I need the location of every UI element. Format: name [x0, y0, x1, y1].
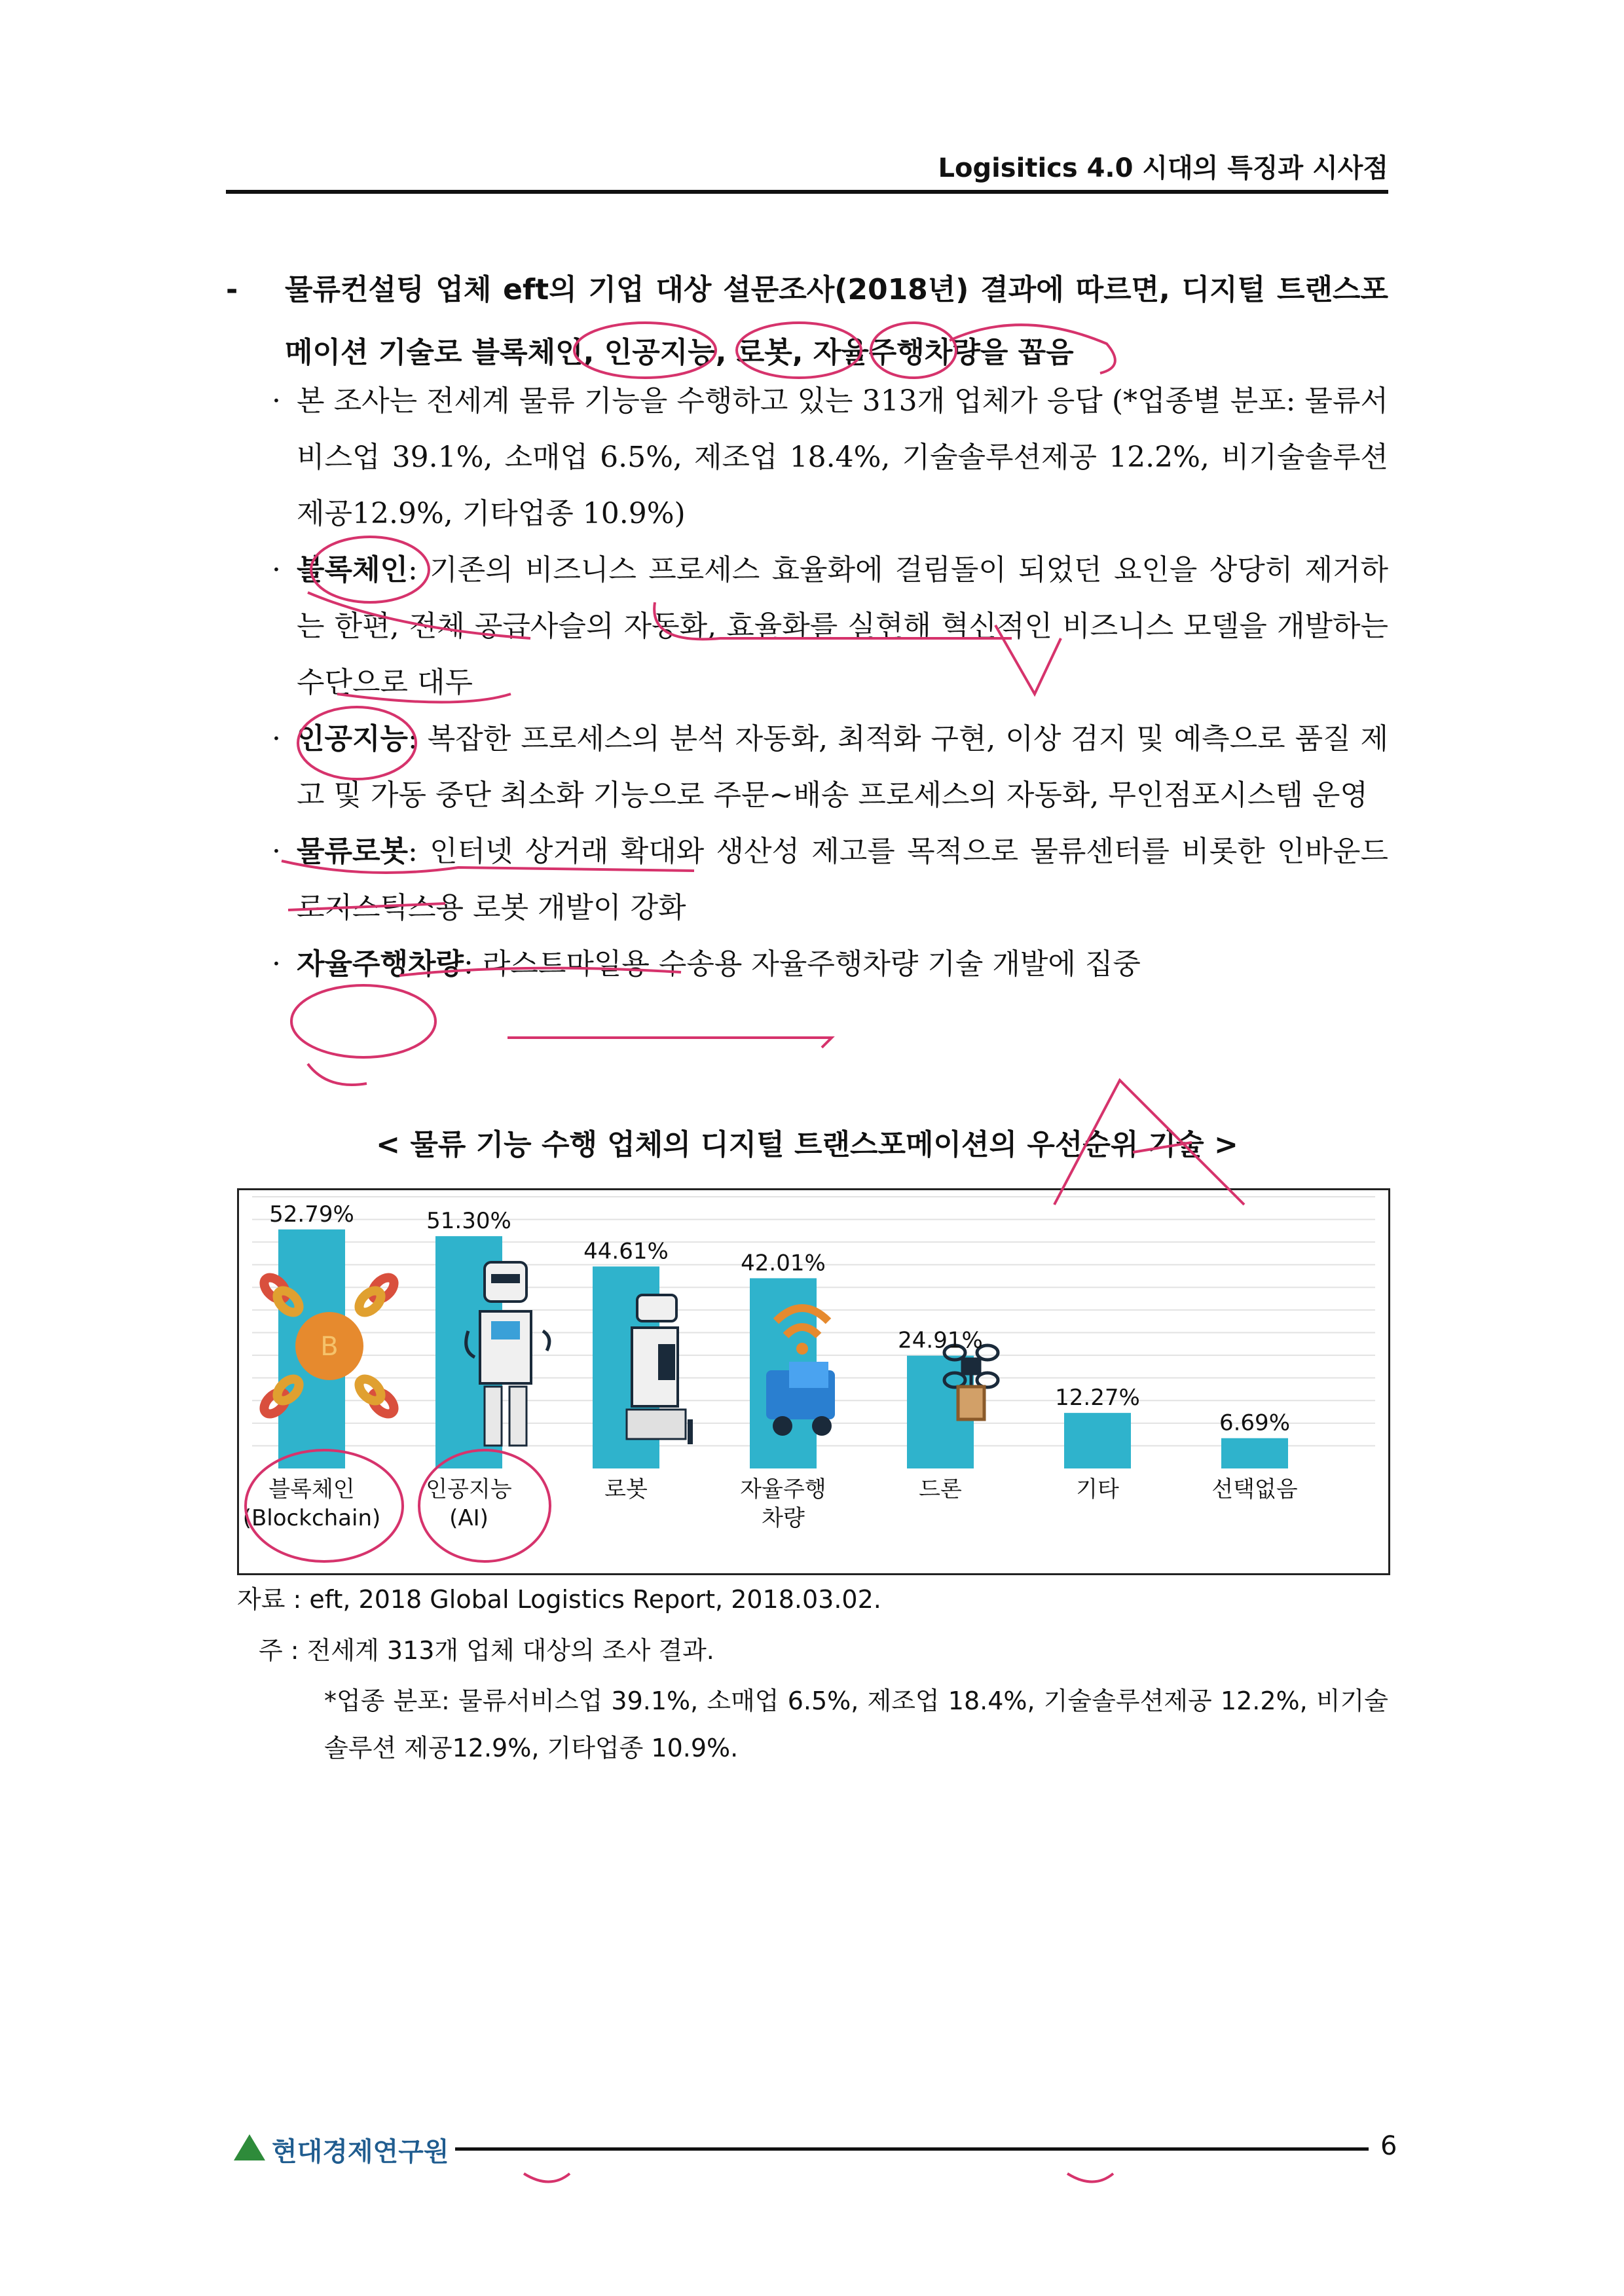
chart-source: 자료 : eft, 2018 Global Logistics Report, 2018.03.02.	[237, 1585, 881, 1614]
chart-value-label: 42.01%	[741, 1250, 826, 1277]
bullet-dot: ·	[272, 835, 281, 868]
sub-bullet-text: : 인터넷 상거래 확대와 생산성 제고를 목적으로 물류센터를 비롯한 인바운드 로지스틱스용 로봇 개발이 강화	[297, 835, 1388, 924]
sub-bullet-list	[272, 373, 1388, 993]
chart-bar	[1064, 1413, 1131, 1468]
bullet-dot: ·	[272, 384, 281, 418]
header-title: Logisitics 4.0 시대의 특징과 시사점	[938, 153, 1388, 183]
bullet-dot: ·	[272, 553, 281, 587]
triangle-logo-icon	[232, 2133, 267, 2162]
chart-category-label: (Blockchain)	[242, 1505, 381, 1531]
sub-bullet-text: : 라스트마일용 수송용 자율주행차량 기술 개발에 집중	[464, 947, 1141, 981]
sub-bullet-key: 물류로봇	[297, 835, 409, 868]
bar-chart-svg	[239, 1190, 1388, 1573]
footer-rule	[455, 2147, 1369, 2151]
chart-category-label: 선택없음	[1211, 1476, 1298, 1503]
coin-symbol: B	[320, 1332, 339, 1362]
service-robot-icon	[627, 1295, 693, 1444]
bar-chart	[237, 1188, 1390, 1575]
chart-title: < 물류 기능 수행 업체의 디지털 트랜스포메이션의 우선순위 기술 >	[376, 1128, 1238, 1161]
sub-bullet-autonomous	[272, 936, 1388, 993]
sub-bullet-robot	[272, 824, 1388, 936]
chart-value-label: 52.79%	[269, 1201, 354, 1228]
chart-note: 주 : 전세계 313개 업체 대상의 조사 결과.	[259, 1636, 714, 1665]
chart-value-label: 12.27%	[1055, 1385, 1140, 1412]
chart-category-label: 기타	[1076, 1476, 1119, 1503]
page-number: 6	[1380, 2131, 1397, 2161]
sub-bullet-ai	[272, 711, 1388, 824]
chart-bar	[1221, 1438, 1288, 1468]
footer-org: 현대경제연구원	[272, 2137, 449, 2167]
main-bullet-dash: -	[226, 273, 238, 306]
chart-category-label: 드론	[919, 1476, 962, 1503]
bullet-dot: ·	[272, 947, 281, 981]
chart-value-label: 24.91%	[898, 1327, 983, 1354]
main-bullet	[226, 259, 1388, 384]
sub-bullet-blockchain	[272, 542, 1388, 711]
sub-bullet-text: : 복잡한 프로세스의 분석 자동화, 최적화 구현, 이상 검지 및 예측으로 품질 제고 및 가동 중단 최소화 기능으로 주문~배송 프로세스의 자동화, 무인점포시스템 운영	[297, 722, 1388, 812]
main-bullet-text: 물류컨설팅 업체 eft의 기업 대상 설문조사(2018년) 결과에 따르면, 디지털 트랜스포메이션 기술로 블록체인, 인공지능, 로봇, 자율주행차량을 꼽음	[285, 273, 1388, 369]
sub-bullet-key: 블록체인	[297, 553, 409, 587]
chart-note-detail: *업종 분포: 물류서비스업 39.1%, 소매업 6.5%, 제조업 18.4%, 기술솔루션제공 12.2%, 비기술솔루션 제공12.9%, 기타업종 10.9%.	[324, 1686, 1388, 1762]
chart-value-label: 51.30%	[426, 1208, 511, 1235]
chart-category-label: 블록체인	[268, 1476, 355, 1503]
chart-value-label: 44.61%	[583, 1238, 669, 1265]
chart-category-label: 로봇	[604, 1476, 648, 1503]
chart-category-label: 차량	[762, 1505, 805, 1531]
sub-bullet-text: 본 조사는 전세계 물류 기능을 수행하고 있는 313개 업체가 응답 (*업종별 분포: 물류서비스업 39.1%, 소매업 6.5%, 제조업 18.4%, 기술솔루션제공 12.2%, 비기술솔루션 제공12.9%, 기타업종 10.9%)	[297, 384, 1388, 530]
bullet-dot: ·	[272, 722, 281, 756]
sub-bullet-text: : 기존의 비즈니스 프로세스 효율화에 걸림돌이 되었던 요인을 상당히 제거하는 한편, 전체 공급사슬의 자동화, 효율화를 실현해 혁신적인 비즈니스 모델을 개발하는 수단으로 대두	[297, 553, 1388, 699]
sub-bullet-survey	[272, 373, 1388, 542]
chart-category-label: (AI)	[449, 1505, 489, 1531]
chart-category-label: 인공지능	[426, 1476, 512, 1503]
sub-bullet-key: 인공지능	[297, 722, 409, 756]
chart-category-label: 자율주행	[740, 1476, 826, 1503]
chart-value-label: 6.69%	[1219, 1410, 1291, 1436]
sub-bullet-key: 자율주행차량	[297, 947, 464, 981]
header-rule	[226, 190, 1388, 194]
